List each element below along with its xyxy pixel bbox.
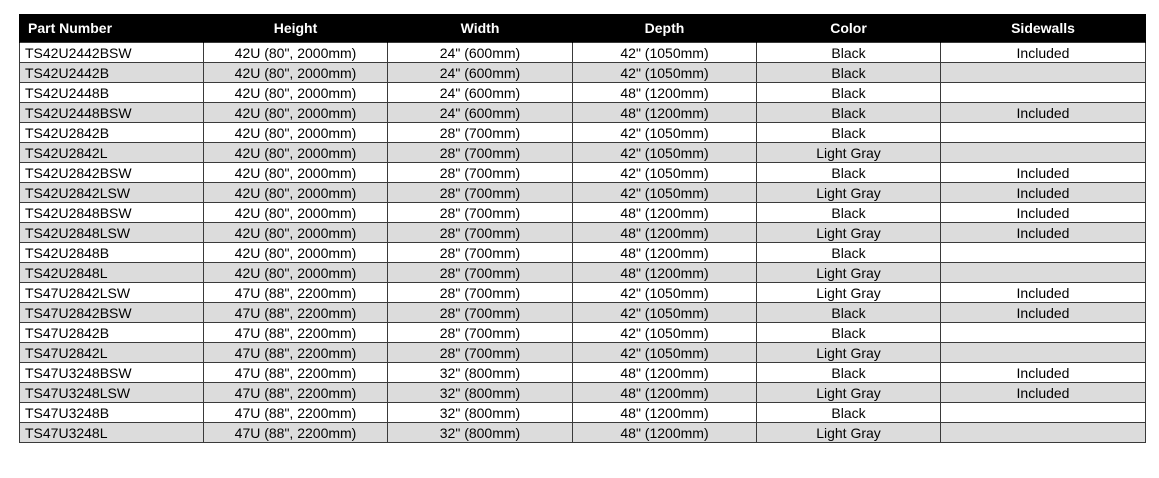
table-row bbox=[20, 243, 1146, 263]
cell-sidewalls: Included bbox=[941, 103, 1146, 123]
table-row bbox=[20, 283, 1146, 303]
cell-height: 47U (88", 2200mm) bbox=[204, 423, 388, 443]
cell-part-number: TS47U2842B bbox=[20, 323, 204, 343]
table-row bbox=[20, 83, 1146, 103]
table-row bbox=[20, 383, 1146, 403]
table-header-row bbox=[20, 14, 1146, 43]
cell-color: Black bbox=[757, 63, 941, 83]
table-row bbox=[20, 323, 1146, 343]
cell-width: 28" (700mm) bbox=[388, 343, 573, 363]
cell-part-number: TS47U3248L bbox=[20, 423, 204, 443]
cell-depth: 42" (1050mm) bbox=[573, 163, 757, 183]
cell-part-number: TS42U2848LSW bbox=[20, 223, 204, 243]
cell-part-number: TS42U2442BSW bbox=[20, 43, 204, 63]
table-row bbox=[20, 143, 1146, 163]
cell-sidewalls: Included bbox=[941, 363, 1146, 383]
cell-width: 28" (700mm) bbox=[388, 283, 573, 303]
cell-part-number: TS47U3248B bbox=[20, 403, 204, 423]
spec-table bbox=[19, 14, 1146, 443]
header-depth: Depth bbox=[573, 14, 757, 43]
cell-height: 47U (88", 2200mm) bbox=[204, 403, 388, 423]
cell-width: 24" (600mm) bbox=[388, 43, 573, 63]
cell-color: Black bbox=[757, 203, 941, 223]
cell-height: 42U (80", 2000mm) bbox=[204, 183, 388, 203]
cell-height: 47U (88", 2200mm) bbox=[204, 283, 388, 303]
table-row bbox=[20, 363, 1146, 383]
cell-part-number: TS42U2442B bbox=[20, 63, 204, 83]
table-body bbox=[20, 43, 1146, 443]
cell-depth: 42" (1050mm) bbox=[573, 303, 757, 323]
header-color: Color bbox=[757, 14, 941, 43]
cell-color: Black bbox=[757, 103, 941, 123]
cell-depth: 48" (1200mm) bbox=[573, 203, 757, 223]
cell-width: 24" (600mm) bbox=[388, 83, 573, 103]
cell-depth: 48" (1200mm) bbox=[573, 383, 757, 403]
cell-color: Black bbox=[757, 363, 941, 383]
cell-width: 28" (700mm) bbox=[388, 123, 573, 143]
cell-color: Light Gray bbox=[757, 223, 941, 243]
cell-color: Light Gray bbox=[757, 343, 941, 363]
cell-depth: 42" (1050mm) bbox=[573, 283, 757, 303]
cell-width: 28" (700mm) bbox=[388, 183, 573, 203]
cell-sidewalls bbox=[941, 63, 1146, 83]
cell-width: 28" (700mm) bbox=[388, 303, 573, 323]
cell-color: Black bbox=[757, 83, 941, 103]
cell-part-number: TS42U2842LSW bbox=[20, 183, 204, 203]
cell-sidewalls bbox=[941, 423, 1146, 443]
table-row bbox=[20, 123, 1146, 143]
cell-sidewalls: Included bbox=[941, 223, 1146, 243]
cell-height: 42U (80", 2000mm) bbox=[204, 243, 388, 263]
cell-height: 47U (88", 2200mm) bbox=[204, 363, 388, 383]
cell-part-number: TS47U2842L bbox=[20, 343, 204, 363]
cell-height: 47U (88", 2200mm) bbox=[204, 383, 388, 403]
cell-color: Black bbox=[757, 303, 941, 323]
cell-height: 47U (88", 2200mm) bbox=[204, 343, 388, 363]
cell-height: 47U (88", 2200mm) bbox=[204, 303, 388, 323]
cell-part-number: TS42U2448B bbox=[20, 83, 204, 103]
cell-depth: 48" (1200mm) bbox=[573, 263, 757, 283]
cell-color: Light Gray bbox=[757, 283, 941, 303]
cell-part-number: TS42U2848L bbox=[20, 263, 204, 283]
cell-height: 42U (80", 2000mm) bbox=[204, 143, 388, 163]
cell-part-number: TS42U2848BSW bbox=[20, 203, 204, 223]
cell-color: Light Gray bbox=[757, 423, 941, 443]
cell-color: Black bbox=[757, 43, 941, 63]
cell-color: Black bbox=[757, 243, 941, 263]
cell-width: 32" (800mm) bbox=[388, 403, 573, 423]
table-row bbox=[20, 43, 1146, 63]
cell-height: 42U (80", 2000mm) bbox=[204, 163, 388, 183]
cell-width: 24" (600mm) bbox=[388, 63, 573, 83]
cell-depth: 48" (1200mm) bbox=[573, 223, 757, 243]
table-row bbox=[20, 203, 1146, 223]
table-row bbox=[20, 403, 1146, 423]
cell-width: 28" (700mm) bbox=[388, 323, 573, 343]
table-row bbox=[20, 183, 1146, 203]
cell-part-number: TS42U2848B bbox=[20, 243, 204, 263]
cell-depth: 48" (1200mm) bbox=[573, 423, 757, 443]
cell-width: 24" (600mm) bbox=[388, 103, 573, 123]
cell-depth: 48" (1200mm) bbox=[573, 83, 757, 103]
cell-part-number: TS47U3248BSW bbox=[20, 363, 204, 383]
table-row bbox=[20, 303, 1146, 323]
cell-height: 42U (80", 2000mm) bbox=[204, 123, 388, 143]
cell-width: 32" (800mm) bbox=[388, 423, 573, 443]
table-row bbox=[20, 423, 1146, 443]
cell-color: Black bbox=[757, 123, 941, 143]
table-row bbox=[20, 343, 1146, 363]
cell-width: 28" (700mm) bbox=[388, 243, 573, 263]
cell-sidewalls: Included bbox=[941, 183, 1146, 203]
cell-sidewalls: Included bbox=[941, 43, 1146, 63]
table-row bbox=[20, 223, 1146, 243]
cell-color: Light Gray bbox=[757, 183, 941, 203]
cell-height: 47U (88", 2200mm) bbox=[204, 323, 388, 343]
cell-height: 42U (80", 2000mm) bbox=[204, 103, 388, 123]
cell-part-number: TS42U2842BSW bbox=[20, 163, 204, 183]
cell-sidewalls bbox=[941, 123, 1146, 143]
cell-sidewalls bbox=[941, 343, 1146, 363]
cell-sidewalls bbox=[941, 143, 1146, 163]
table-row bbox=[20, 63, 1146, 83]
table-row bbox=[20, 163, 1146, 183]
cell-sidewalls bbox=[941, 323, 1146, 343]
cell-sidewalls: Included bbox=[941, 383, 1146, 403]
cell-depth: 48" (1200mm) bbox=[573, 103, 757, 123]
cell-sidewalls: Included bbox=[941, 203, 1146, 223]
cell-height: 42U (80", 2000mm) bbox=[204, 203, 388, 223]
cell-part-number: TS42U2448BSW bbox=[20, 103, 204, 123]
cell-color: Black bbox=[757, 323, 941, 343]
cell-depth: 42" (1050mm) bbox=[573, 123, 757, 143]
header-height: Height bbox=[204, 14, 388, 43]
cell-depth: 42" (1050mm) bbox=[573, 63, 757, 83]
cell-part-number: TS47U3248LSW bbox=[20, 383, 204, 403]
cell-width: 28" (700mm) bbox=[388, 143, 573, 163]
cell-part-number: TS42U2842B bbox=[20, 123, 204, 143]
cell-color: Black bbox=[757, 163, 941, 183]
cell-depth: 48" (1200mm) bbox=[573, 243, 757, 263]
cell-depth: 42" (1050mm) bbox=[573, 343, 757, 363]
cell-color: Black bbox=[757, 403, 941, 423]
cell-depth: 42" (1050mm) bbox=[573, 183, 757, 203]
cell-width: 28" (700mm) bbox=[388, 223, 573, 243]
cell-width: 28" (700mm) bbox=[388, 263, 573, 283]
cell-color: Light Gray bbox=[757, 383, 941, 403]
cell-part-number: TS47U2842BSW bbox=[20, 303, 204, 323]
cell-part-number: TS47U2842LSW bbox=[20, 283, 204, 303]
cell-sidewalls bbox=[941, 403, 1146, 423]
cell-sidewalls: Included bbox=[941, 163, 1146, 183]
cell-sidewalls bbox=[941, 263, 1146, 283]
header-part-number: Part Number bbox=[20, 14, 204, 43]
cell-depth: 42" (1050mm) bbox=[573, 323, 757, 343]
cell-sidewalls bbox=[941, 83, 1146, 103]
cell-color: Light Gray bbox=[757, 263, 941, 283]
cell-depth: 48" (1200mm) bbox=[573, 363, 757, 383]
table-row bbox=[20, 263, 1146, 283]
cell-sidewalls: Included bbox=[941, 303, 1146, 323]
cell-depth: 42" (1050mm) bbox=[573, 43, 757, 63]
table-row bbox=[20, 103, 1146, 123]
cell-width: 32" (800mm) bbox=[388, 363, 573, 383]
cell-width: 28" (700mm) bbox=[388, 203, 573, 223]
cell-width: 28" (700mm) bbox=[388, 163, 573, 183]
cell-height: 42U (80", 2000mm) bbox=[204, 223, 388, 243]
cell-height: 42U (80", 2000mm) bbox=[204, 83, 388, 103]
cell-sidewalls: Included bbox=[941, 283, 1146, 303]
cell-color: Light Gray bbox=[757, 143, 941, 163]
cell-depth: 42" (1050mm) bbox=[573, 143, 757, 163]
cell-sidewalls bbox=[941, 243, 1146, 263]
cell-width: 32" (800mm) bbox=[388, 383, 573, 403]
header-width: Width bbox=[388, 14, 573, 43]
cell-height: 42U (80", 2000mm) bbox=[204, 263, 388, 283]
header-sidewalls: Sidewalls bbox=[941, 14, 1146, 43]
cell-depth: 48" (1200mm) bbox=[573, 403, 757, 423]
cell-part-number: TS42U2842L bbox=[20, 143, 204, 163]
cell-height: 42U (80", 2000mm) bbox=[204, 63, 388, 83]
cell-height: 42U (80", 2000mm) bbox=[204, 43, 388, 63]
